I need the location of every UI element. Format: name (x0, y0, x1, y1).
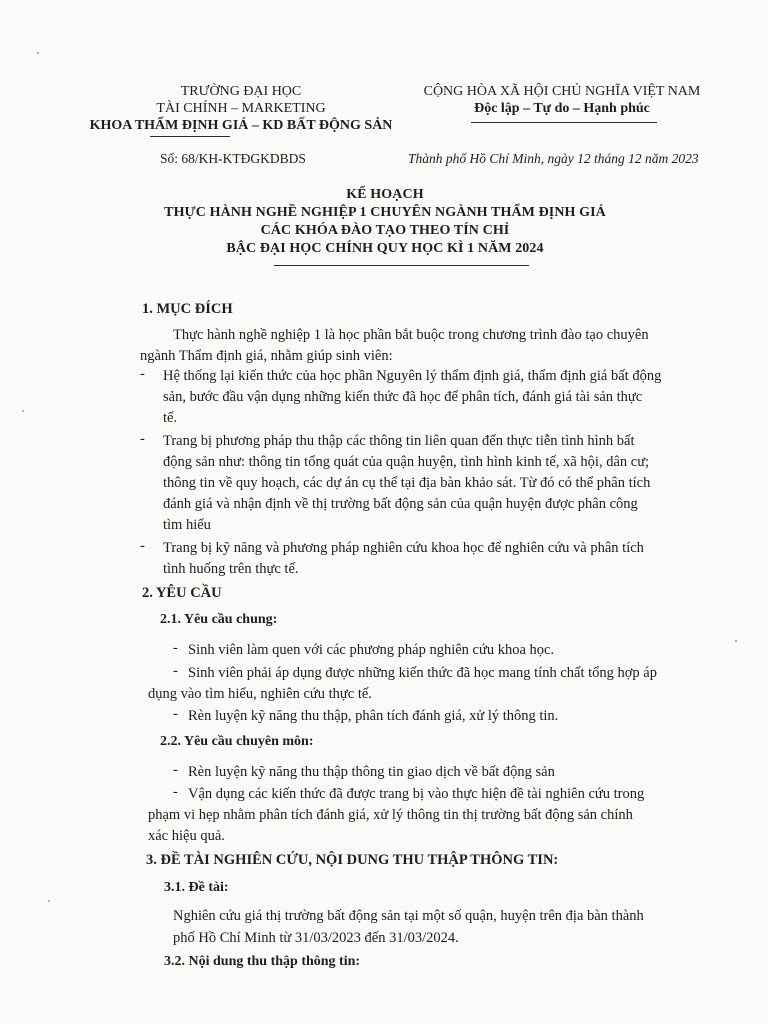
title-rule (274, 265, 529, 266)
s1-bullet3-line1: Trang bị kỹ năng và phương pháp nghiên cứu khoa học để nghiên cứu và phân tích (163, 540, 644, 556)
university-name-line1: TRƯỜNG ĐẠI HỌC (180, 84, 302, 99)
s2-1-bullet2-line1: Sinh viên phải áp dụng được những kiến thức đã học mang tính chất tổng hợp áp (188, 665, 657, 681)
bullet-dash: - (173, 706, 178, 722)
s1-bullet2-line1: Trang bị phương pháp thu thập các thông tin liên quan đến thực tiễn tình hình bất (163, 433, 635, 449)
s1-bullet1-line3: tế. (163, 410, 178, 426)
section-3-heading: 3. ĐỀ TÀI NGHIÊN CỨU, NỘI DUNG THU THẬP THÔNG TIN: (146, 852, 559, 868)
bullet-dash: - (140, 538, 145, 554)
title-line2: THỰC HÀNH NGHỀ NGHIỆP 1 CHUYÊN NGÀNH THẨM ĐỊNH GIÁ (164, 205, 606, 220)
s1-bullet3-line2: tình huống trên thực tế. (163, 561, 299, 577)
s1-bullet2-line5: tìm hiểu (163, 517, 211, 533)
scan-speck (37, 52, 39, 54)
bullet-dash: - (140, 366, 145, 382)
s1-bullet2-line2: động sản như: thông tin tổng quát của quận huyện, tình hình kinh tế, xã hội, dân cư; (163, 454, 650, 470)
national-motto: Độc lập – Tự do – Hạnh phúc (474, 101, 650, 116)
bullet-dash: - (173, 640, 178, 656)
subsection-2-2-heading: 2.2. Yêu cầu chuyên môn: (160, 734, 314, 749)
section-2-heading: 2. YÊU CẦU (142, 585, 222, 601)
header-left-rule (150, 136, 230, 137)
subsection-3-2-heading: 3.2. Nội dung thu thập thông tin: (164, 954, 361, 969)
bullet-dash: - (173, 663, 178, 679)
university-name-line2: TÀI CHÍNH – MARKETING (156, 101, 326, 116)
scan-speck (735, 640, 737, 642)
faculty-name: KHOA THẨM ĐỊNH GIÁ – KD BẤT ĐỘNG SẢN (89, 118, 393, 133)
bullet-dash: - (173, 762, 178, 778)
s1-bullet1-line1: Hệ thống lại kiến thức của học phần Nguyên lý thẩm định giá, thẩm định giá bất động (163, 368, 662, 384)
place-date: Thành phố Hồ Chí Minh, ngày 12 tháng 12 năm 2023 (408, 151, 699, 166)
section-1-heading: 1. MỤC ĐÍCH (142, 301, 233, 317)
s2-1-bullet1: Sinh viên làm quen với các phương pháp nghiên cứu khoa học. (188, 642, 555, 658)
bullet-dash: - (173, 784, 178, 800)
s3-1-body-line2: phố Hồ Chí Minh từ 31/03/2023 đến 31/03/2024. (173, 930, 459, 946)
s2-2-bullet2-line2: phạm vi hẹp nhằm phân tích đánh giá, xử lý thông tin thị trường bất động sản chính (148, 807, 633, 823)
subsection-3-1-heading: 3.1. Đề tài: (164, 880, 229, 895)
s2-2-bullet2-line1: Vận dụng các kiến thức đã được trang bị vào thực hiện đề tài nghiên cứu trong (188, 786, 645, 802)
s2-2-bullet2-line3: xác hiệu quả. (148, 828, 225, 844)
s2-2-bullet1: Rèn luyện kỹ năng thu thập thông tin giao dịch về bất động sản (188, 764, 555, 780)
header-left (66, 83, 416, 134)
scan-speck (48, 900, 50, 902)
s2-1-bullet3: Rèn luyện kỹ năng thu thập, phân tích đánh giá, xử lý thông tin. (188, 708, 559, 724)
header-right (402, 83, 722, 117)
title-line1: KẾ HOẠCH (346, 187, 424, 202)
bullet-dash: - (140, 431, 145, 447)
national-title: CỘNG HÒA XÃ HỘI CHỦ NGHĨA VIỆT NAM (423, 84, 701, 99)
s1-bullet2-line4: đánh giá và nhận định về thị trường bất động sản của quận huyện được phân công (163, 496, 638, 512)
s1-bullet1-line2: sản, bước đầu vận dụng những kiến thức đã học để phân tích, đánh giá tài sản thực (163, 389, 643, 405)
title-line4: BẬC ĐẠI HỌC CHÍNH QUY HỌC KÌ 1 NĂM 2024 (226, 241, 544, 256)
subsection-2-1-heading: 2.1. Yêu cầu chung: (160, 612, 278, 627)
header-right-rule (471, 122, 657, 123)
s2-1-bullet2-line2: dụng vào tìm hiểu, nghiên cứu thực tế. (148, 686, 372, 702)
title-line3: CÁC KHÓA ĐÀO TẠO THEO TÍN CHỈ (260, 223, 510, 238)
s1-bullet2-line3: thông tin về quy hoạch, các dự án cụ thể tại địa bàn khảo sát. Từ đó có thể phân tích (163, 475, 651, 491)
s3-1-body-line1: Nghiên cứu giá thị trường bất động sản tại một số quận, huyện trên địa bàn thành (173, 908, 644, 924)
section-1-intro-line2: ngành Thẩm định giá, nhằm giúp sinh viên: (140, 348, 393, 364)
document-title (60, 186, 710, 258)
document-number: Số: 68/KH-KTĐGKDBDS (160, 151, 306, 166)
scan-speck (22, 410, 24, 412)
section-1-intro-line1: Thực hành nghề nghiệp 1 là học phần bắt buộc trong chương trình đào tạo chuyên (173, 327, 649, 343)
